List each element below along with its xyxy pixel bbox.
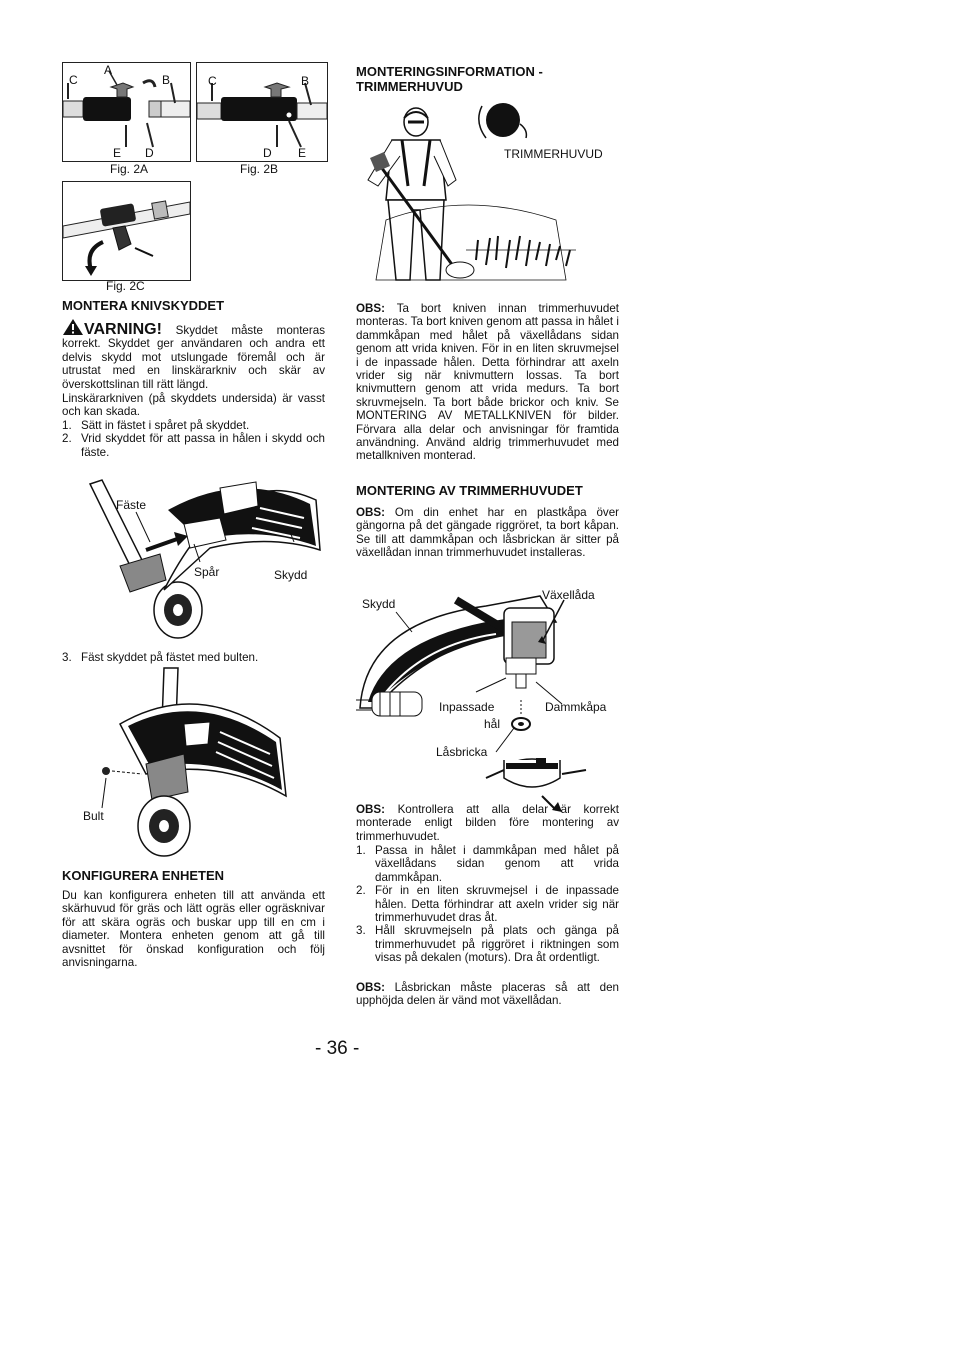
fig2a-caption: Fig. 2A	[110, 162, 149, 176]
fig2b-label-e: E	[298, 146, 307, 160]
guard-label-bult: Bult	[83, 809, 104, 823]
list-item: 1. Sätt in fästet i spåret på skyddet.	[62, 419, 250, 432]
fig2a-label-e: E	[113, 146, 122, 160]
montering-trimmer-obs3: OBS: Låsbrickan måste placeras så att den upphöjda delen är vänd mot växellådan.	[356, 981, 619, 1008]
trimmer-head-figure	[356, 582, 626, 802]
fig-label-skydd: Skydd	[362, 597, 396, 611]
fig2a-label-d: D	[145, 146, 154, 160]
fig2c-caption: Fig. 2C	[106, 279, 145, 293]
list-item: 1. Passa in hålet i dammkåpan med hålet på växellådans sidan genom att vrida dammkåpan.	[356, 844, 619, 884]
guard-bolt-figure	[80, 668, 300, 868]
fig2a-label-a: A	[104, 63, 113, 77]
fig-label-dammkapa: Dammkåpa	[545, 700, 607, 714]
fig2b-caption: Fig. 2B	[240, 162, 279, 176]
operator-drawing	[356, 100, 626, 290]
fig-label-hal: hål	[484, 717, 501, 731]
warning-triangle-icon	[62, 318, 84, 336]
guard-label-skydd: Skydd	[274, 568, 308, 582]
list-item: 3. Håll skruvmejseln på plats och gänga på trimmerhuvudet på riggröret i riktningen som visas på dekalen (moturs). Dra åt ordentligt.	[356, 924, 619, 965]
montering-trimmer-obs: OBS: Om din enhet har en plastkåpa över gängorna på det gängade riggröret, ta bort kåpan. Se till att dammkåpan och låsbrickan är sitter på växellådan innan trimmerhuvudet installeras.	[356, 506, 619, 560]
figure-2c-drawing	[63, 182, 190, 280]
guard-bolt-drawing	[80, 668, 300, 868]
fig2b-label-d: D	[263, 146, 272, 160]
figure-2a-drawing	[63, 63, 190, 161]
trimmer-steps-list	[356, 844, 619, 965]
guard-step3-list	[62, 651, 325, 664]
montera-knivskyddet-heading: MONTERA KNIVSKYDDET	[62, 298, 225, 313]
montering-trimmer-obs2: OBS: Kontrollera att alla delar är korrekt monterade enligt bilden före montering av trimmerhuvudet.	[356, 803, 619, 843]
knife-paragraph: Linskärarkniven (på skyddets undersida) är vasst och kan skada.	[62, 392, 325, 419]
konfigurera-paragraph: Du kan konfigurera enheten till att använda ett skärhuvud för gräs och lätt ogräs eller ogräsknivar för att skära ogräs och buskar upp till en cm i diameter. Montera enheten genom att gå till avsnittet för önskad konfiguration och följ anvisningarna.	[62, 889, 325, 970]
monteringsinfo-heading: MONTERINGSINFORMATION - TRIMMERHUVUD	[356, 64, 543, 94]
montering-trimmer-heading: MONTERING AV TRIMMERHUVUDET	[356, 483, 583, 498]
fig-label-lasbricka: Låsbricka	[436, 745, 488, 759]
list-item: 3. Fäst skyddet på fästet med bulten.	[62, 651, 259, 664]
list-item: 2. Vrid skyddet för att passa in hålen i skydd och fäste.	[62, 432, 325, 459]
fig2b-label-c: C	[208, 74, 217, 88]
fig-label-inpassade: Inpassade	[439, 700, 495, 714]
warning-text: Skyddet måste monteras korrekt. Skyddet ger användaren och andra ett delvis skydd mot utslungade föremål och är utrustat med en linskärarkniv och skär av överskottslinan till rätt längd.	[62, 324, 325, 391]
fig-label-vaxellada: Växellåda	[542, 588, 595, 602]
fig2a-label-b: B	[162, 73, 171, 87]
figure-2c	[62, 181, 191, 281]
page-number: - 36 -	[315, 1038, 360, 1059]
trimmerhuvud-label: TRIMMERHUVUD	[504, 147, 603, 161]
fig2b-label-b: B	[301, 74, 310, 88]
guard-label-faste: Fäste	[116, 498, 147, 512]
fig2a-label-c: C	[69, 73, 78, 87]
figure-2a	[62, 62, 191, 162]
trimmer-head-drawing	[356, 582, 626, 802]
guard-attach-drawing	[80, 470, 330, 645]
monteringsinfo-obs: OBS: Ta bort kniven innan trimmerhuvudet monteras. Ta bort kniven genom att passa in hålet i dammkåpan med hålet på växellådans sidan genom att vrida kniven. För in en liten skruvmejsel i de inpassade hålen. Detta förhindrar att axeln vrider sig när knivmuttern lossas. Ta bort knivmuttern genom att vrida medurs. Ta bort skruvmejseln. Ta bort både brickor och kniv. Se MONTERING AV METALLKNIVEN för bilder. Förvara alla delar och anvisningar för framtida användning. Använd aldrig trimmerhuvudet med metallkniven monterad.	[356, 302, 619, 463]
list-item: 2. För in en liten skruvmejsel i de inpassade hålen. Detta förhindrar att axeln vrider sig när trimmerhuvudet dras åt.	[356, 884, 619, 925]
figure-2b	[196, 62, 328, 162]
warning-paragraph	[62, 318, 325, 391]
guard-label-spar: Spår	[194, 565, 220, 579]
operator-figure	[356, 100, 626, 290]
guard-steps-list	[62, 419, 325, 459]
guard-attach-figure	[80, 470, 330, 645]
warning-title: VARNING!	[84, 321, 162, 338]
konfigurera-heading: KONFIGURERA ENHETEN	[62, 868, 225, 883]
